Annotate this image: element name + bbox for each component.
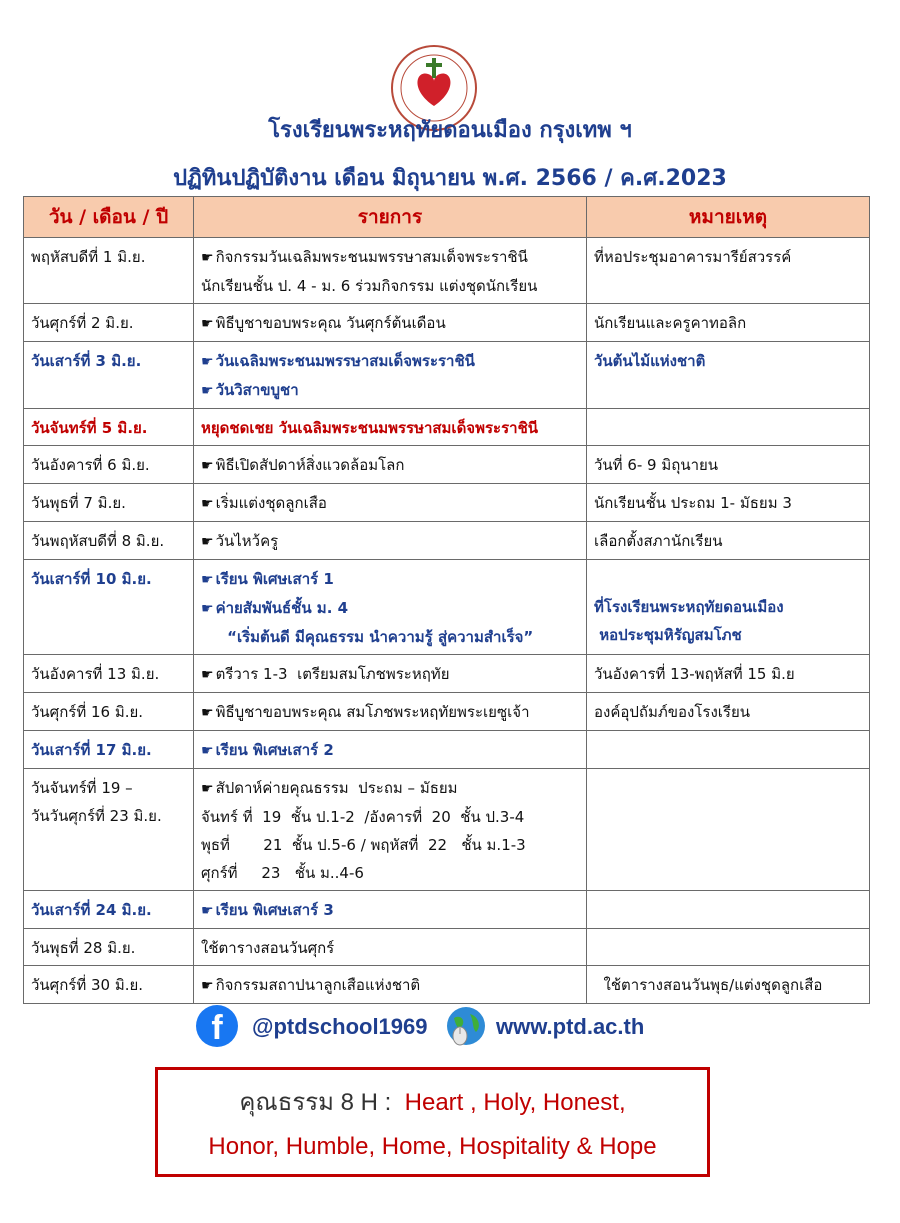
item-line — [201, 698, 580, 727]
cell-date — [24, 342, 194, 409]
item-line — [201, 803, 580, 831]
cell-date — [24, 304, 194, 342]
item-line — [201, 774, 580, 803]
cell-items — [194, 655, 587, 693]
cell-date — [24, 484, 194, 522]
note-text: นักเรียนและครูคาทอลิก — [594, 314, 747, 332]
note-text: วันอังคารที่ 13-พฤหัสที่ 15 มิ.ย — [594, 665, 795, 683]
cell-date — [24, 522, 194, 560]
item-line — [201, 623, 580, 651]
note-text: วันต้นไม้แห่งชาติ — [594, 352, 706, 370]
table-row — [24, 342, 870, 409]
note-text: ที่โรงเรียนพระหฤทัยดอนเมือง — [594, 598, 784, 616]
cell-items — [194, 560, 587, 655]
note-text: องค์อุปถัมภ์ของโรงเรียน — [594, 703, 751, 721]
cell-date — [24, 891, 194, 929]
header-notes: หมายเหตุ — [587, 197, 870, 238]
item-text: ใช้ตารางสอนวันศุกร์ — [201, 939, 335, 957]
pointing-hand-icon: ☛ — [201, 903, 214, 919]
virtues-list-2: Honor, Humble, Home, Hospitality & Hope — [208, 1133, 657, 1160]
cell-date — [24, 693, 194, 731]
virtues-list-1: Heart , Holy, Honest, — [404, 1089, 626, 1116]
table-row — [24, 655, 870, 693]
calendar-title: ปฏิทินปฏิบัติงาน เดือน มิถุนายน พ.ศ. 2566 / ค.ศ.2023 — [173, 166, 727, 191]
date-text: วันศุกร์ที่ 16 มิ.ย. — [31, 703, 144, 721]
cell-items — [194, 342, 587, 409]
note-text: ที่หอประชุมอาคารมารีย์สวรรค์ — [594, 248, 792, 266]
date-text: วันพุธที่ 28 มิ.ย. — [31, 939, 136, 957]
cell-date — [24, 655, 194, 693]
cell-notes — [587, 342, 870, 409]
pointing-hand-icon: ☛ — [201, 667, 214, 683]
header-items: รายการ — [194, 197, 587, 238]
item-line — [201, 594, 580, 623]
item-text: พิธีบูชาขอบพระคุณ วันศุกร์ต้นเดือน — [215, 314, 446, 332]
calendar-table — [23, 196, 870, 1004]
header-date: วัน / เดือน / ปี — [24, 197, 194, 238]
item-line — [201, 934, 580, 962]
date-text: วันเสาร์ที่ 24 มิ.ย. — [31, 901, 152, 919]
facebook-icon[interactable]: f — [196, 1005, 238, 1047]
item-text: พุธที่ 21 ชั้น ป.5-6 / พฤหัสที่ 22 ชั้น ม.1-3 — [201, 836, 526, 854]
note-text — [594, 565, 863, 593]
pointing-hand-icon: ☛ — [201, 496, 214, 512]
item-text: เรียน พิเศษเสาร์ 3 — [215, 901, 334, 919]
item-text: กิจกรรมวันเฉลิมพระชนมพรรษาสมเด็จพระราชินี — [215, 248, 528, 266]
date-text: วันจันทร์ที่ 19 – — [31, 779, 133, 797]
item-line — [201, 859, 580, 887]
virtues-label: คุณธรรม 8 H : — [239, 1089, 392, 1116]
pointing-hand-icon: ☛ — [201, 743, 214, 759]
table-row — [24, 693, 870, 731]
item-text: หยุดชดเชย วันเฉลิมพระชนมพรรษาสมเด็จพระราชินี — [201, 419, 539, 437]
item-text: เรียน พิเศษเสาร์ 2 — [215, 741, 334, 759]
globe-mouse-icon[interactable] — [444, 1004, 488, 1048]
date-text: วันเสาร์ที่ 3 มิ.ย. — [31, 352, 142, 370]
item-text: นักเรียนชั้น ป. 4 - ม. 6 ร่วมกิจกรรม แต่งชุดนักเรียน — [201, 277, 538, 295]
cell-notes — [587, 484, 870, 522]
pointing-hand-icon: ☛ — [201, 354, 214, 370]
note-text: นักเรียนชั้น ประถม 1- มัธยม 3 — [594, 494, 792, 512]
table-row — [24, 522, 870, 560]
item-text: เรียน พิเศษเสาร์ 1 — [215, 570, 334, 588]
item-text: ตรีวาร 1-3 เตรียมสมโภชพระหฤทัย — [215, 665, 450, 683]
item-line — [201, 309, 580, 338]
cell-notes — [587, 655, 870, 693]
note-text: วันที่ 6- 9 มิถุนายน — [594, 456, 719, 474]
cell-date — [24, 929, 194, 966]
item-line — [201, 831, 580, 859]
item-line — [201, 971, 580, 1000]
pointing-hand-icon: ☛ — [201, 458, 214, 474]
cell-date — [24, 409, 194, 446]
date-text: วันวันศุกร์ที่ 23 มิ.ย. — [31, 807, 162, 825]
cell-notes — [587, 966, 870, 1004]
cell-items — [194, 446, 587, 484]
item-line — [201, 347, 580, 376]
cell-items — [194, 891, 587, 929]
item-line — [201, 896, 580, 925]
item-text: วันเฉลิมพระชนมพรรษาสมเด็จพระราชินี — [215, 352, 475, 370]
item-text: วันไหว้ครู — [215, 532, 279, 550]
item-text: เริ่มแต่งชุดลูกเสือ — [215, 494, 327, 512]
cell-items — [194, 484, 587, 522]
cell-notes — [587, 929, 870, 966]
item-line — [201, 736, 580, 765]
pointing-hand-icon: ☛ — [201, 978, 214, 994]
item-line — [201, 243, 580, 272]
table-row — [24, 929, 870, 966]
item-text: พิธีเปิดสัปดาห์สิ่งแวดล้อมโลก — [215, 456, 405, 474]
table-row — [24, 446, 870, 484]
item-text: “เริ่มต้นดี มีคุณธรรม นำความรู้ สู่ความสำเร็จ” — [201, 628, 534, 646]
date-text: วันศุกร์ที่ 2 มิ.ย. — [31, 314, 134, 332]
note-text: ใช้ตารางสอนวันพุธ/แต่งชุดลูกเสือ — [594, 976, 823, 994]
cell-items — [194, 769, 587, 891]
pointing-hand-icon: ☛ — [201, 250, 214, 266]
cell-date — [24, 446, 194, 484]
cell-items — [194, 966, 587, 1004]
note-text: หอประชุมหิรัญสมโภช — [594, 626, 742, 644]
cell-notes — [587, 731, 870, 769]
cell-items — [194, 731, 587, 769]
cell-items — [194, 238, 587, 304]
item-line — [201, 414, 580, 442]
item-text: สัปดาห์ค่ายคุณธรรม ประถม – มัธยม — [215, 779, 458, 797]
date-text: วันอังคารที่ 6 มิ.ย. — [31, 456, 150, 474]
item-line — [201, 660, 580, 689]
cell-notes — [587, 304, 870, 342]
pointing-hand-icon: ☛ — [201, 705, 214, 721]
cell-notes — [587, 560, 870, 655]
date-text: วันเสาร์ที่ 17 มิ.ย. — [31, 741, 152, 759]
cell-items — [194, 929, 587, 966]
note-text: เลือกตั้งสภานักเรียน — [594, 532, 723, 550]
cell-notes — [587, 238, 870, 304]
date-text: วันศุกร์ที่ 30 มิ.ย. — [31, 976, 144, 994]
item-line — [201, 527, 580, 556]
cell-date — [24, 769, 194, 891]
cell-date — [24, 560, 194, 655]
item-line — [201, 489, 580, 518]
website-link[interactable]: www.ptd.ac.th — [496, 1014, 645, 1039]
table-row — [24, 238, 870, 304]
social-links — [0, 1002, 900, 1052]
date-text: วันจันทร์ที่ 5 มิ.ย. — [31, 419, 148, 437]
cell-items — [194, 522, 587, 560]
table-row — [24, 304, 870, 342]
item-line — [201, 376, 580, 405]
table-row — [24, 769, 870, 891]
item-text: ค่ายสัมพันธ์ชั้น ม. 4 — [215, 599, 349, 617]
table-row — [24, 560, 870, 655]
virtues-box — [155, 1067, 710, 1177]
cell-notes — [587, 446, 870, 484]
cell-notes — [587, 693, 870, 731]
item-text: พิธีบูชาขอบพระคุณ สมโภชพระหฤทัยพระเยซูเจ้า — [215, 703, 530, 721]
table-row — [24, 966, 870, 1004]
date-text: วันพฤหัสบดีที่ 8 มิ.ย. — [31, 532, 165, 550]
item-text: กิจกรรมสถาปนาลูกเสือแห่งชาติ — [215, 976, 421, 994]
cell-items — [194, 693, 587, 731]
pointing-hand-icon: ☛ — [201, 534, 214, 550]
cell-date — [24, 238, 194, 304]
date-text: วันพุธที่ 7 มิ.ย. — [31, 494, 126, 512]
cell-notes — [587, 409, 870, 446]
table-header-row — [24, 197, 870, 238]
date-text: วันเสาร์ที่ 10 มิ.ย. — [31, 570, 152, 588]
item-text: ศุกร์ที่ 23 ชั้น ม..4-6 — [201, 864, 364, 882]
cell-notes — [587, 769, 870, 891]
date-text: พฤหัสบดีที่ 1 มิ.ย. — [31, 248, 146, 266]
item-line — [201, 272, 580, 300]
item-text: จันทร์ ที่ 19 ชั้น ป.1-2 /อังคารที่ 20 ชั้น ป.3-4 — [201, 808, 525, 826]
pointing-hand-icon: ☛ — [201, 383, 214, 399]
virtues-line-1 — [158, 1086, 707, 1120]
pointing-hand-icon: ☛ — [201, 601, 214, 617]
pointing-hand-icon: ☛ — [201, 316, 214, 332]
table-row — [24, 731, 870, 769]
school-name: โรงเรียนพระหฤทัยดอนเมือง กรุงเทพ ฯ — [268, 118, 632, 143]
cell-items — [194, 409, 587, 446]
pointing-hand-icon: ☛ — [201, 781, 214, 797]
cell-notes — [587, 522, 870, 560]
cell-items — [194, 304, 587, 342]
table-row — [24, 484, 870, 522]
date-text: วันอังคารที่ 13 มิ.ย. — [31, 665, 160, 683]
item-text: วันวิสาขบูชา — [215, 381, 299, 399]
cell-date — [24, 731, 194, 769]
table-row — [24, 409, 870, 446]
facebook-handle[interactable]: @ptdschool1969 — [252, 1014, 428, 1039]
item-line — [201, 565, 580, 594]
cell-date — [24, 966, 194, 1004]
pointing-hand-icon: ☛ — [201, 572, 214, 588]
cell-notes — [587, 891, 870, 929]
item-line — [201, 451, 580, 480]
table-row — [24, 891, 870, 929]
